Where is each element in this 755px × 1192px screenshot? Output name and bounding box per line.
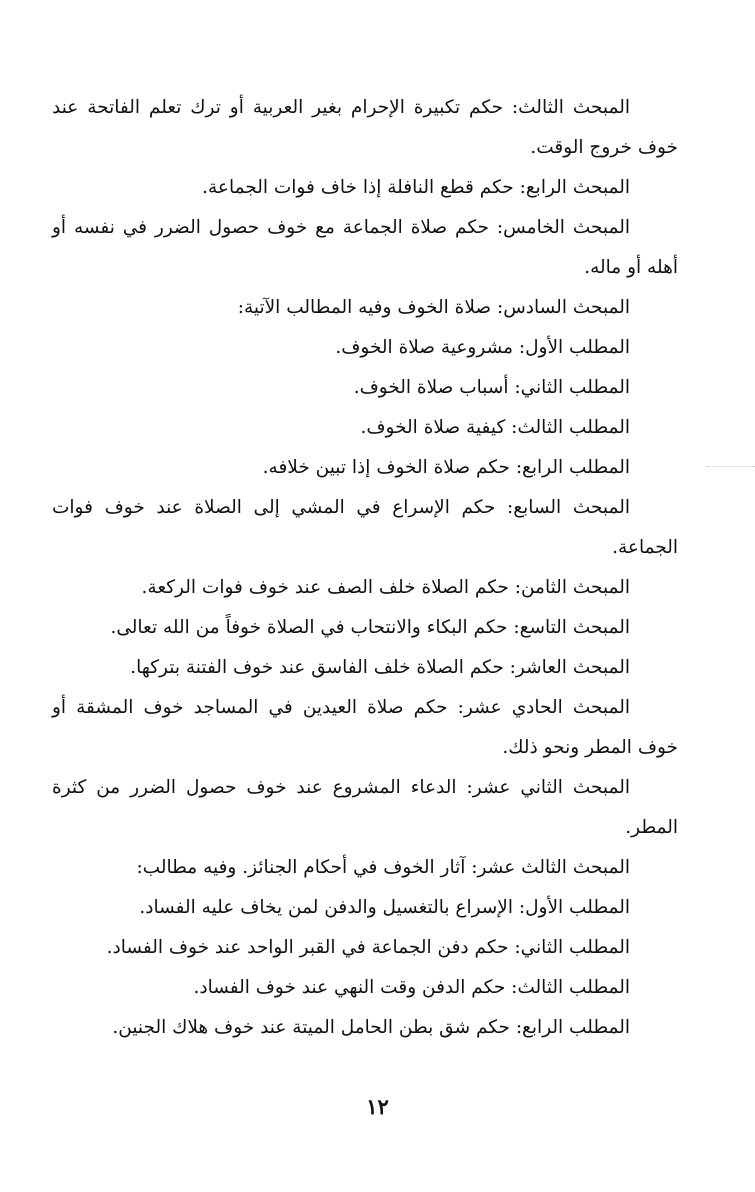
toc-entry-subsection: المطلب الثالث: حكم الدفن وقت النهي عند خوف الفساد.	[193, 977, 630, 998]
page-number: ١٢	[366, 1094, 389, 1119]
toc-entry-section: المبحث الثاني عشر: الدعاء المشروع عند خوف حصول الضرر من كثرة المطر.	[52, 777, 678, 838]
toc-entry-subsection: المطلب الثاني: أسباب صلاة الخوف.	[353, 377, 630, 398]
toc-entry-section: المبحث العاشر: حكم الصلاة خلف الفاسق عند خوف الفتنة بتركها.	[130, 657, 630, 678]
toc-entry-section: المبحث السابع: حكم الإسراع في المشي إلى الصلاة عند خوف فوات الجماعة.	[52, 497, 678, 558]
toc-entry-section: المبحث الثالث عشر: آثار الخوف في أحكام الجنائز. وفيه مطالب:	[136, 857, 630, 878]
toc-entry-subsection: المطلب الثاني: حكم دفن الجماعة في القبر الواحد عند خوف الفساد.	[106, 937, 630, 958]
toc-entry-subsection: المطلب الثالث: كيفية صلاة الخوف.	[360, 417, 630, 438]
margin-dotted-mark	[707, 466, 755, 467]
toc-entry-subsection: المطلب الأول: مشروعية صلاة الخوف.	[335, 337, 630, 358]
toc-entry-section: المبحث الثامن: حكم الصلاة خلف الصف عند خوف فوات الركعة.	[141, 577, 630, 598]
toc-entry-section: المبحث التاسع: حكم البكاء والانتحاب في الصلاة خوفاً من الله تعالى.	[110, 617, 630, 638]
toc-entry-section: المبحث الخامس: حكم صلاة الجماعة مع خوف حصول الضرر في نفسه أو أهله أو ماله.	[52, 217, 678, 278]
toc-entry-subsection: المطلب الأول: الإسراع بالتغسيل والدفن لمن يخاف عليه الفساد.	[139, 897, 630, 918]
toc-entry-subsection: المطلب الرابع: حكم صلاة الخوف إذا تبين خلافه.	[262, 457, 630, 478]
toc-entry-section: المبحث الرابع: حكم قطع النافلة إذا خاف فوات الجماعة.	[202, 177, 630, 198]
toc-entry-subsection: المطلب الرابع: حكم شق بطن الحامل الميتة عند خوف هلاك الجنين.	[112, 1017, 630, 1038]
toc-entry-section: المبحث الثالث: حكم تكبيرة الإحرام بغير العربية أو ترك تعلم الفاتحة عند خوف خروج الوقت.	[52, 97, 678, 158]
toc-entry-section: المبحث السادس: صلاة الخوف وفيه المطالب الآتية:	[237, 297, 630, 318]
toc-entry-section: المبحث الحادي عشر: حكم صلاة العيدين في المساجد خوف المشقة أو خوف المطر ونحو ذلك.	[52, 697, 678, 758]
table-of-contents	[52, 88, 678, 1048]
